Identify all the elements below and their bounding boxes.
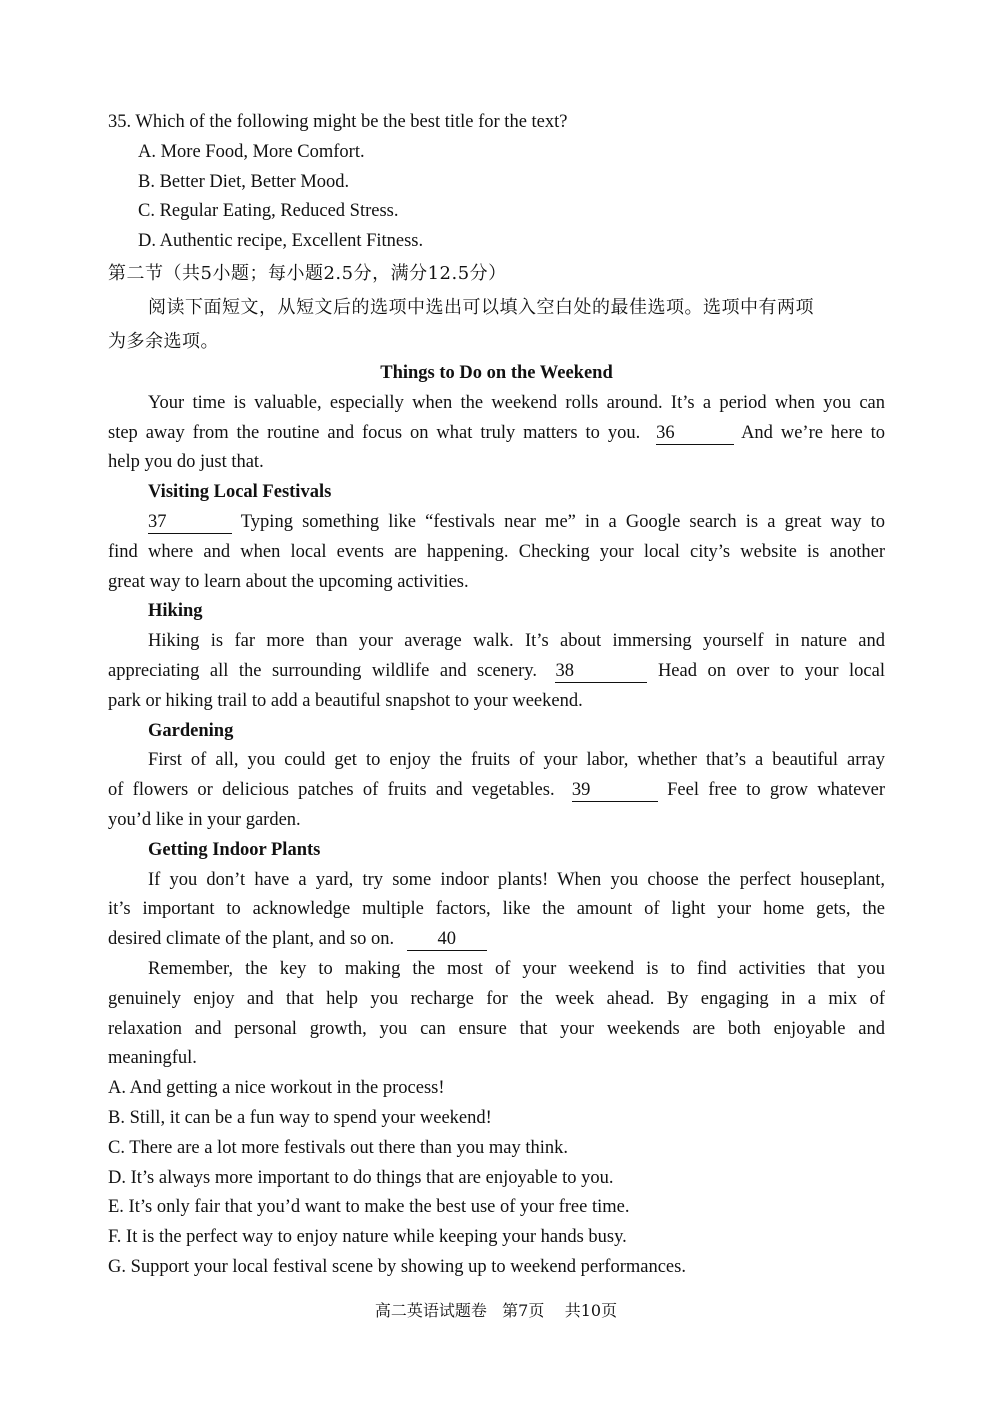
- intro-line3: help you do just that.: [108, 452, 264, 473]
- blank-39: 39: [572, 780, 658, 802]
- hiking-line2: [108, 657, 885, 687]
- choice-a: A. And getting a nice workout in the process!: [108, 1078, 445, 1099]
- q35-option-b: B. Better Diet, Better Mood.: [138, 171, 350, 192]
- choice-d: D. It’s always more important to do things that are enjoyable to you.: [108, 1167, 614, 1188]
- section-instructions-line1: 阅读下面短文，从短文后的选项中选出可以填入空白处的最佳选项。选项中有两项: [148, 296, 814, 318]
- intro-line2-tail: And we’re here to: [741, 422, 885, 443]
- hiking-line2-text: appreciating all the surrounding wildlife and scenery.: [108, 660, 537, 681]
- blank-37: 37: [148, 512, 232, 534]
- choice-g: G. Support your local festival scene by showing up to weekend performances.: [108, 1256, 686, 1277]
- blank-40: 40: [407, 929, 487, 951]
- passage-title: Things to Do on the Weekend: [380, 362, 613, 383]
- conclusion-line2: genuinely enjoy and that help you recharge for the week ahead. By engaging in a mix of: [108, 988, 885, 1009]
- intro-line1: Your time is valuable, especially when the weekend rolls around. It’s a period when you can: [148, 392, 885, 413]
- exam-page: [108, 108, 885, 1283]
- hiking-line2-tail: Head on over to your local: [657, 660, 885, 681]
- choice-f: F. It is the perfect way to enjoy nature while keeping your hands busy.: [108, 1227, 627, 1248]
- festivals-line2: find where and when local events are happening. Checking your local city’s website is another: [108, 541, 885, 562]
- heading-festivals: Visiting Local Festivals: [148, 482, 332, 503]
- plants-line3-text: desired climate of the plant, and so on.: [108, 929, 395, 950]
- heading-gardening: Gardening: [148, 720, 234, 741]
- gardening-line2-tail: Feel free to grow whatever: [667, 780, 885, 801]
- heading-indoor-plants: Getting Indoor Plants: [148, 839, 321, 860]
- choice-e: E. It’s only fair that you’d want to make the best use of your free time.: [108, 1197, 630, 1218]
- gardening-line2: [108, 776, 885, 806]
- plants-line3: [108, 925, 885, 955]
- festivals-line1: [108, 508, 885, 538]
- heading-hiking: Hiking: [148, 601, 203, 622]
- gardening-line1: First of all, you could get to enjoy the fruits of your labor, whether that’s a beautiful array: [148, 750, 885, 771]
- conclusion-line3: relaxation and personal growth, you can ensure that your weekends are both enjoyable and: [108, 1018, 885, 1039]
- festivals-line1-text: Typing something like “festivals near me” in a Google search is a great way to: [240, 511, 885, 532]
- section-instructions-line2: 为多余选项。: [108, 330, 219, 352]
- hiking-line1: Hiking is far more than your average walk. It’s about immersing yourself in nature and: [148, 631, 885, 652]
- choice-b: B. Still, it can be a fun way to spend your weekend!: [108, 1107, 492, 1128]
- festivals-line3: great way to learn about the upcoming activities.: [108, 571, 469, 592]
- blank-36: 36: [656, 423, 734, 445]
- gardening-line3: you’d like in your garden.: [108, 809, 301, 830]
- section-heading: 第二节（共5小题；每小题2.5分，满分12.5分）: [108, 262, 507, 284]
- hiking-line3: park or hiking trail to add a beautiful snapshot to your weekend.: [108, 690, 583, 711]
- plants-line1: If you don’t have a yard, try some indoor plants! When you choose the perfect houseplant,: [148, 869, 885, 890]
- conclusion-line1: Remember, the key to making the most of your weekend is to find activities that you: [148, 958, 885, 979]
- q35-option-a: A. More Food, More Comfort.: [138, 141, 365, 162]
- page-footer: 高二英语试题卷 第7页 共10页: [374, 1301, 618, 1320]
- intro-line2: [108, 419, 885, 449]
- intro-line2-text: step away from the routine and focus on what truly matters to you.: [108, 422, 641, 443]
- blank-38: 38: [555, 661, 647, 683]
- gardening-line2-text: of flowers or delicious patches of fruits and vegetables.: [108, 780, 555, 801]
- q35-option-d: D. Authentic recipe, Excellent Fitness.: [138, 231, 424, 252]
- choice-c: C. There are a lot more festivals out there than you may think.: [108, 1137, 568, 1158]
- q35-option-c: C. Regular Eating, Reduced Stress.: [138, 201, 399, 222]
- plants-line2: it’s important to acknowledge multiple factors, like the amount of light your home gets, the: [108, 899, 885, 920]
- conclusion-line4: meaningful.: [108, 1048, 197, 1069]
- q35-stem: 35. Which of the following might be the best title for the text?: [108, 112, 568, 132]
